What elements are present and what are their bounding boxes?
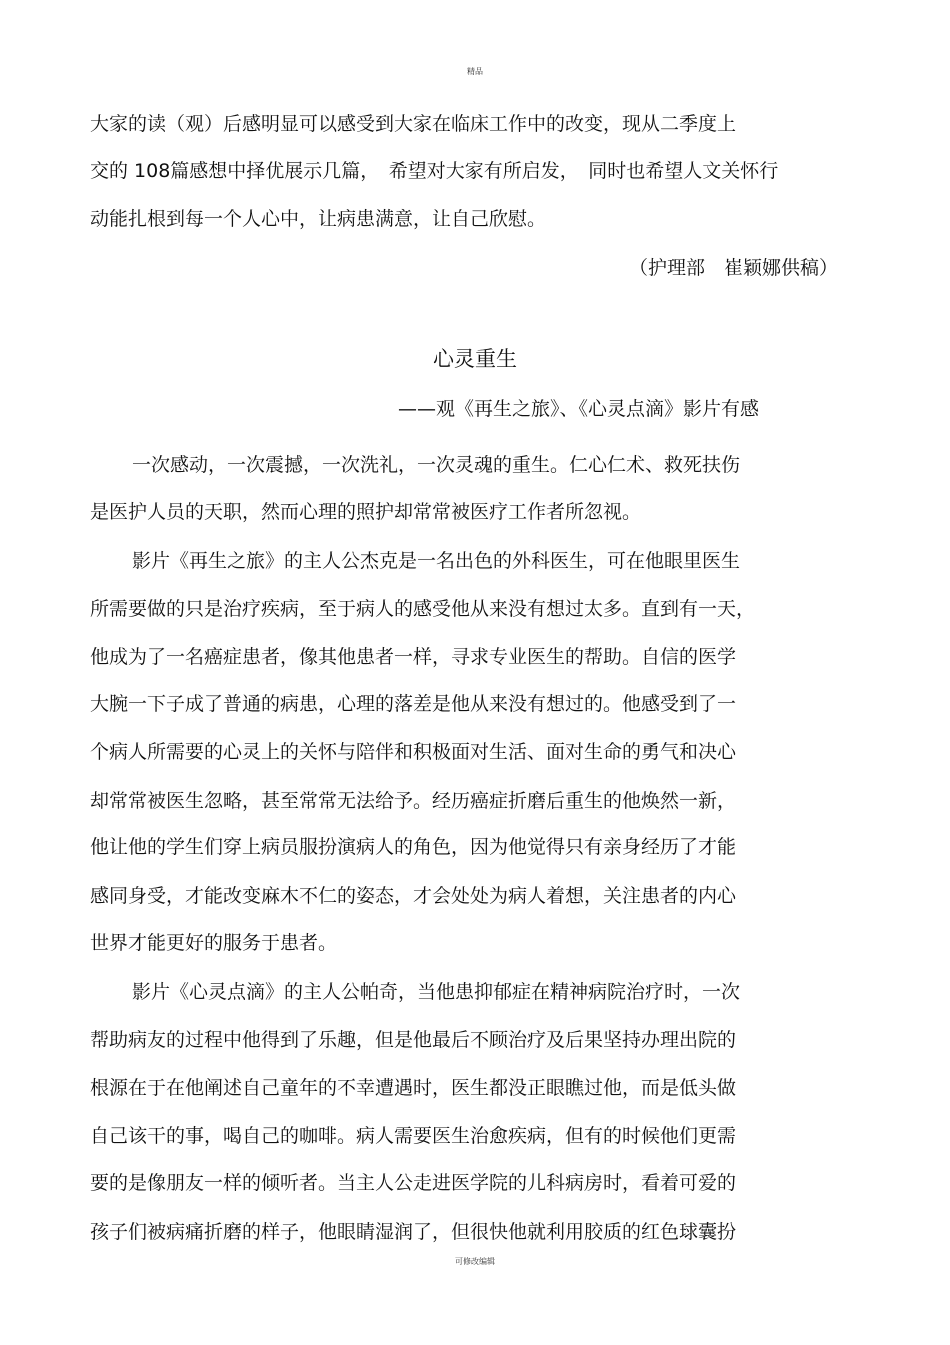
body-line: 根源在于在他阐述自己童年的不幸遭遇时，医生都没正眼瞧过他，而是低头做: [90, 1077, 737, 1099]
intro-line: 大家的读（观）后感明显可以感受到大家在临床工作中的改变，现从二季度上: [90, 113, 737, 135]
body-line: 要的是像朋友一样的倾听者。当主人公走进医学院的儿科病房时，看着可爱的: [90, 1172, 737, 1194]
body-line: 是医护人员的天职，然而心理的照护却常常被医疗工作者所忽视。: [90, 501, 642, 523]
article-subtitle: ——观《再生之旅》、《心灵点滴》影片有感: [398, 398, 760, 420]
credit-line: （护理部 崔颖娜供稿）: [628, 257, 838, 279]
body-line: 自己该干的事，喝自己的咖啡。病人需要医生治愈疾病，但有的时候他们更需: [90, 1125, 737, 1147]
intro-line: 动能扎根到每一个人心中，让病患满意，让自己欣慰。: [90, 208, 547, 230]
intro-line: 交的 108篇感想中择优展示几篇， 希望对大家有所启发， 同时也希望人文关怀行: [90, 160, 779, 182]
body-line: 一次感动，一次震撼，一次洗礼，一次灵魂的重生。仁心仁术、救死扶伤: [132, 454, 741, 476]
body-line: 他成为了一名癌症患者，像其他患者一样，寻求专业医生的帮助。自信的医学: [90, 646, 737, 668]
page-header: 精品: [467, 67, 483, 76]
body-line: 孩子们被病痛折磨的样子，他眼睛湿润了，但很快他就利用胶质的红色球囊扮: [90, 1221, 737, 1243]
body-line: 大腕一下子成了普通的病患，心理的落差是他从来没有想过的。他感受到了一: [90, 693, 737, 715]
body-line: 所需要做的只是治疗疾病，至于病人的感受他从来没有想过太多。直到有一天，: [90, 598, 756, 620]
body-line: 影片《心灵点滴》的主人公帕奇，当他患抑郁症在精神病院治疗时，一次: [132, 981, 741, 1003]
body-line: 感同身受，才能改变麻木不仁的姿态，才会处处为病人着想，关注患者的内心: [90, 885, 737, 907]
body-line: 他让他的学生们穿上病员服扮演病人的角色，因为他觉得只有亲身经历了才能: [90, 836, 737, 858]
body-line: 帮助病友的过程中他得到了乐趣，但是他最后不顾治疗及后果坚持办理出院的: [90, 1029, 737, 1051]
body-line: 个病人所需要的心灵上的关怀与陪伴和积极面对生活、面对生命的勇气和决心: [90, 741, 737, 763]
body-line: 却常常被医生忽略，甚至常常无法给予。经历癌症折磨后重生的他焕然一新，: [90, 790, 737, 812]
body-line: 影片《再生之旅》的主人公杰克是一名出色的外科医生，可在他眼里医生: [132, 550, 741, 572]
body-line: 世界才能更好的服务于患者。: [90, 932, 338, 954]
page-footer: 可修改编辑: [455, 1257, 495, 1266]
article-title: 心灵重生: [433, 347, 517, 371]
